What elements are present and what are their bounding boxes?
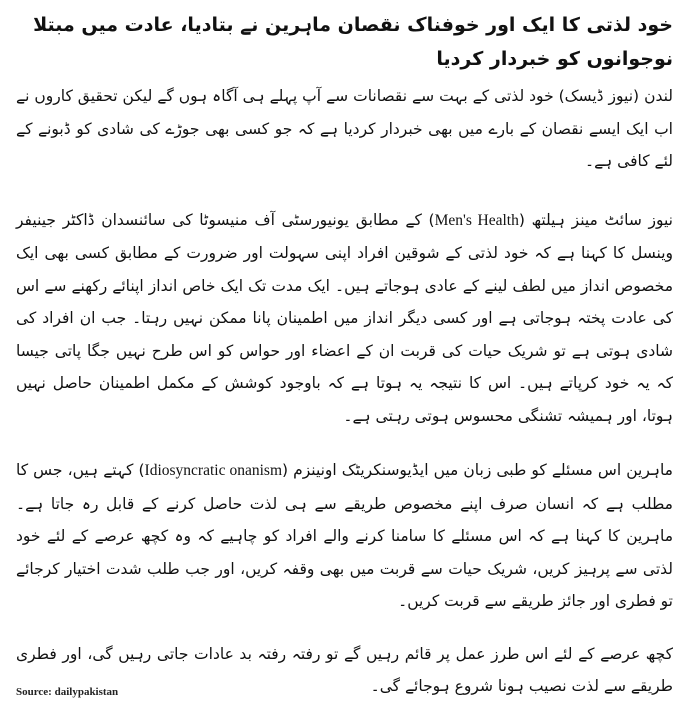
paragraph-3-intro: ماہرین اس مسئلے کو طبی زبان میں ایڈیوسنکریٹک اونینزم ( <box>282 461 673 479</box>
english-term-mens-health: Men's Health <box>434 211 519 229</box>
article-paragraph-3 <box>16 454 673 618</box>
paragraph-2-body: ) کے مطابق یونیورسٹی آف منیسوٹا کی سائنسدان ڈاکٹر جینیفر وینسل کا کہنا ہے کہ خود لذتی کے شوقین افراد اپنی سہولت اور ضرورت کے مطابق کسی بھی ایک مخصوص انداز میں لطف لینے کے عادی ہوجاتے ہیں۔ ایک مدت تک ایک خاص انداز اپنائے رکھنے سے اس کی عادت پختہ ہوجاتی ہے اور کسی دیگر انداز میں اطمینان پانا ممکن نہیں رہتا۔ جب ان افراد کی شادی ہوتی ہے تو شریک حیات کی قربت ان کے اعضاء اور حواس کو اس طرح نہیں جگا پاتی جیسا کہ یہ خود کرپاتے ہیں۔ اس کا نتیجہ یہ ہوتا ہے کہ باوجود کوشش کے مکمل اطمینان حاصل نہیں ہوتا، اور ہمیشہ تشنگی محسوس ہوتی رہتی ہے۔ <box>16 210 673 425</box>
paragraph-2-intro: نیوز سائٹ مینز ہیلتھ ( <box>518 210 673 229</box>
article-headline: خود لذتی کا ایک اور خوفناک نقصان ماہرین نے بتادیا، عادت میں مبتلا نوجوانوں کو خبردار کردیا <box>33 14 673 70</box>
article-paragraph-1: لندن (نیوز ڈیسک) خود لذتی کے بہت سے نقصانات سے آپ پہلے ہی آگاہ ہوں گے لیکن تحقیق کاروں نے اب ایک ایسے نقصان کے بارے میں بھی خبردار کردیا ہے کہ جو کسی بھی جوڑے کی شادی کو ڈبونے کے لئے کافی ہے۔ <box>16 87 673 170</box>
article-paragraph-4: کچھ عرصے کے لئے اس طرز عمل پر قائم رہیں گے تو رفتہ رفتہ بد عادات جاتی رہیں گی، اور فطری طریقے سے لذت نصیب ہونا شروع ہوجائے گی۔ <box>16 644 673 695</box>
english-term-idiosyncratic-onanism: Idiosyncratic onanism <box>144 462 282 479</box>
source-credit: Source: dailypakistan <box>16 686 119 698</box>
paragraph-3-body: ) کہتے ہیں، جس کا مطلب ہے کہ انسان صرف اپنے مخصوص طریقے سے ہی لذت حاصل کرنے کے قابل رہ جاتا ہے۔ ماہرین کا کہنا ہے کہ اس مسئلے کا سامنا کرنے والے افراد کو چاہیے کہ وہ کچھ عرصے کے لئے خود لذتی سے پرہیز کریں، شریک حیات سے قربت میں بھی وقفہ کریں، اور جب طلب شدت اختیار کرجائے تو فطری اور جائز طریقے سے قربت کریں۔ <box>16 461 673 610</box>
article-paragraph-2 <box>16 204 673 433</box>
